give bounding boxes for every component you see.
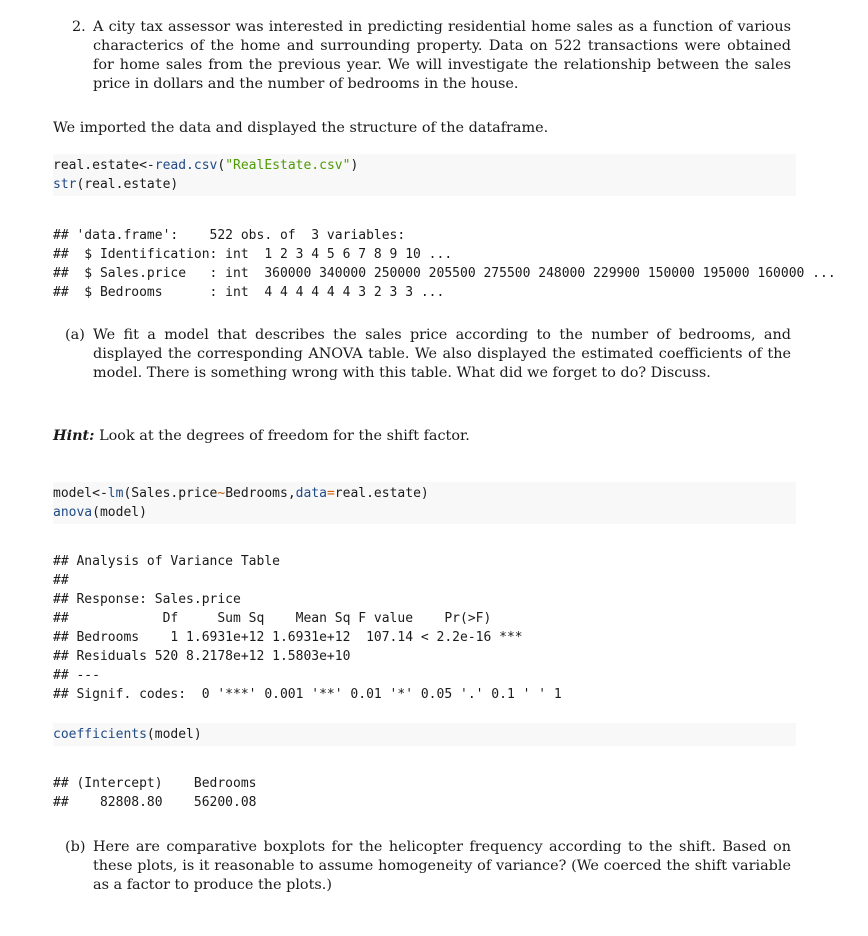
output-line: ## Df Sum Sq Mean Sq F value Pr(>F) <box>53 611 492 626</box>
code-block-coefficients: coefficients(model) <box>53 723 796 746</box>
intro-text: We imported the data and displayed the structure of the dataframe. <box>53 120 549 136</box>
output-line: ## 82808.80 56200.08 <box>53 795 257 810</box>
part-b-text: Here are comparative boxplots for the helicopter frequency according to the shift. Based on these plots, is it reasonable to assume homogeneity of variance? (We coerced the shift variable as a factor to produce the plots.) <box>93 839 791 893</box>
output-line: ## 'data.frame': 522 obs. of 3 variables: <box>53 228 406 243</box>
output-line: ## $ Bedrooms : int 4 4 4 4 4 4 3 2 3 3 ... <box>53 285 445 300</box>
hint-label: Hint: <box>53 427 95 444</box>
output-line: ## Residuals 520 8.2178e+12 1.5803e+10 <box>53 649 351 664</box>
part-b-label: (b) <box>65 839 86 855</box>
question-number: 2. <box>72 19 86 35</box>
question-text: A city tax assessor was interested in predicting residential home sales as a function of various characterics of the home and surrounding property. Data on 522 transactions were obtained for home sales from the previous year. We will investigate the relationship between the sales price in dollars and the number of bedrooms in the house. <box>93 19 791 92</box>
output-line: ## Response: Sales.price <box>53 592 241 607</box>
output-line: ## Signif. codes: 0 '***' 0.001 '**' 0.01 '*' 0.05 '.' 0.1 ' ' 1 <box>53 687 562 702</box>
part-a-label: (a) <box>65 327 85 343</box>
output-line: ## Analysis of Variance Table <box>53 554 280 569</box>
output-anova <box>53 552 562 704</box>
output-coefficients <box>53 774 257 812</box>
hint-text: Look at the degrees of freedom for the shift factor. <box>94 428 470 444</box>
output-line: ## --- <box>53 668 100 683</box>
part-a-text: We fit a model that describes the sales price according to the number of bedrooms, and displayed the corresponding ANOVA table. We also displayed the estimated coefficients of the model. There is something wrong with this table. What did we forget to do? Discuss. <box>93 327 791 381</box>
output-line: ## $ Sales.price : int 360000 340000 250000 205500 275500 248000 229900 150000 195000 160000 ... <box>53 266 836 281</box>
code-block-read-data: real.estate<-read.csv("RealEstate.csv") str(real.estate) <box>53 154 796 196</box>
output-line: ## <box>53 573 69 588</box>
hint <box>53 426 793 446</box>
output-line: ## Bedrooms 1 1.6931e+12 1.6931e+12 107.14 < 2.2e-16 *** <box>53 630 523 645</box>
output-line: ## (Intercept) Bedrooms <box>53 776 257 791</box>
output-line: ## $ Identification: int 1 2 3 4 5 6 7 8 9 10 ... <box>53 247 453 262</box>
output-str <box>53 226 836 302</box>
code-block-model: model<-lm(Sales.price~Bedrooms,data=real.estate) anova(model) <box>53 482 796 524</box>
